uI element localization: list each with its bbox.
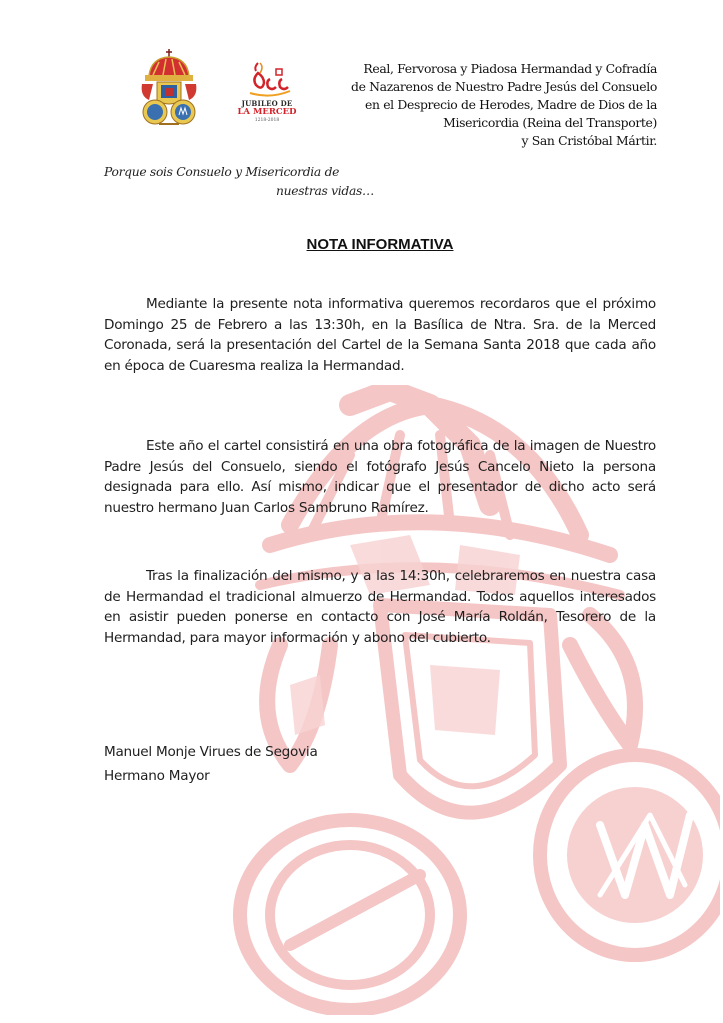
paragraph-1 bbox=[104, 294, 656, 376]
jubileo-merced-logo bbox=[232, 59, 302, 129]
org-name-line: en el Desprecio de Herodes, Madre de Dios de la bbox=[365, 97, 657, 112]
paragraph-2-text: Este año el cartel consistirá en una obra fotográfica de la imagen de Nuestro Padre Jesús del Consuelo, siendo el fotógrafo Jesús Cancelo Nieto la persona designada para ello. Así mismo, indicar que el presentador de dicho acto será nuestro hermano Juan Carlos Sambruno Ramírez. bbox=[104, 438, 656, 516]
jubileo-years: 1218-2018 bbox=[254, 118, 280, 123]
org-name-line: y San Cristóbal Mártir. bbox=[521, 133, 657, 148]
document-title: NOTA INFORMATIVA bbox=[306, 236, 454, 253]
jubileo-emblem-icon bbox=[232, 59, 302, 99]
signature-block bbox=[104, 740, 318, 788]
organization-name bbox=[317, 60, 657, 150]
org-name-line: Real, Fervorosa y Piadosa Hermandad y Cofradía bbox=[363, 61, 657, 76]
jubileo-line2: LA MERCED bbox=[237, 107, 297, 117]
motto bbox=[104, 163, 374, 201]
paragraph-2 bbox=[104, 436, 656, 518]
paragraph-3 bbox=[104, 566, 656, 648]
paragraph-3-text: Tras la finalización del mismo, y a las 14:30h, celebraremos en nuestra casa de Hermandad el tradicional almuerzo de Hermandad. Todos aquellos interesados en asistir pueden ponerse en contacto con José María Roldán, Tesorero de la Hermandad, para mayor información y abono del cubierto. bbox=[104, 568, 656, 646]
motto-line-2: nuestras vidas… bbox=[276, 184, 374, 198]
paragraph-1-text: Mediante la presente nota informativa queremos recordaros que el próximo Domingo 25 de Febrero a las 13:30h, en la Basílica de Ntra. Sra. de la Merced Coronada, será la presentación del Cartel de la Semana Santa 2018 que cada año en época de Cuaresma realiza la Hermandad. bbox=[104, 296, 656, 374]
jubileo-line1: JUBILEO DE bbox=[241, 99, 293, 108]
motto-line-1: Porque sois Consuelo y Misericordia de bbox=[104, 165, 340, 179]
signatory-name: Manuel Monje Virues de Segovia bbox=[104, 744, 318, 760]
hermandad-crest-logo bbox=[139, 48, 199, 128]
org-name-line: Misericordia (Reina del Transporte) bbox=[443, 115, 657, 130]
signatory-role: Hermano Mayor bbox=[104, 768, 210, 784]
org-name-line: de Nazarenos de Nuestro Padre Jesús del Consuelo bbox=[351, 79, 657, 94]
